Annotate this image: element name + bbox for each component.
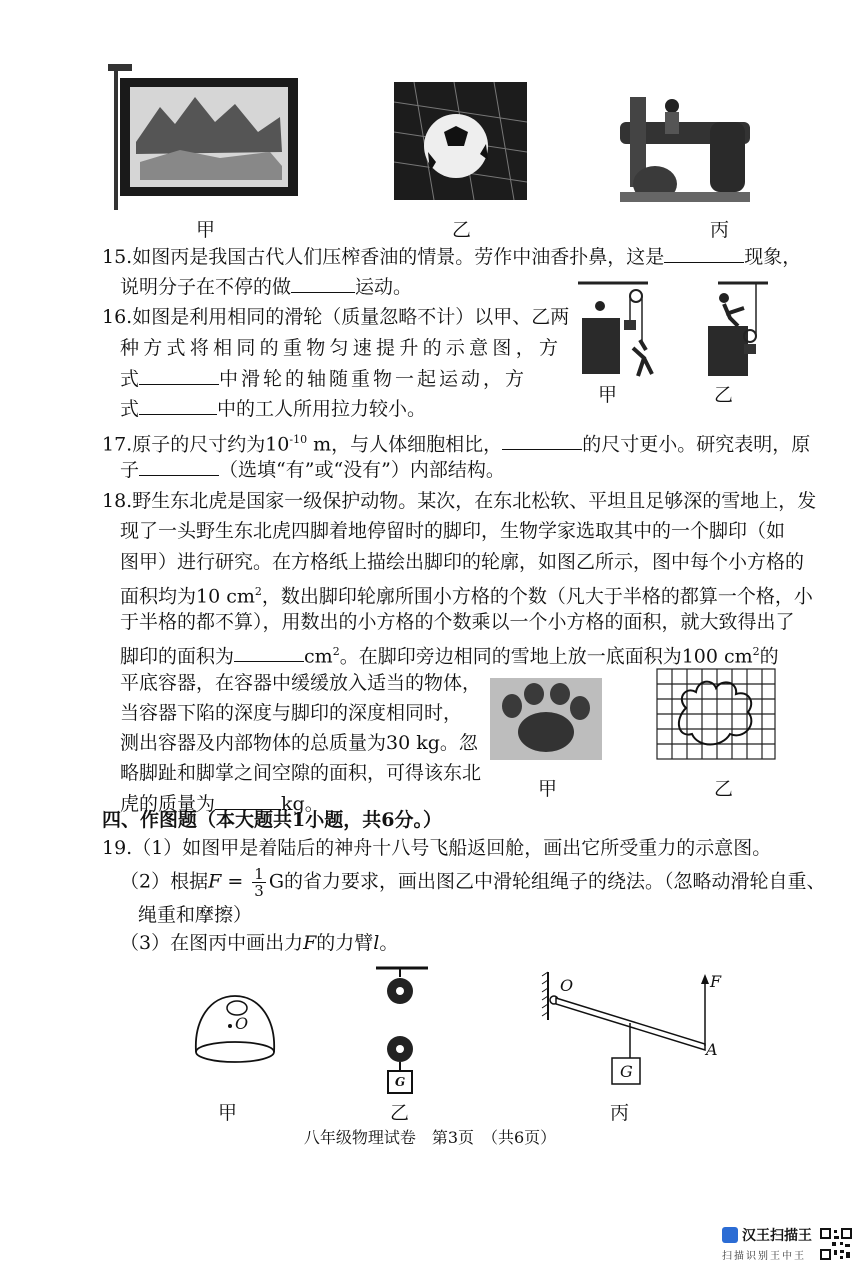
q16-line2: 种方式将相同的重物匀速提升的示意图，方 bbox=[120, 337, 558, 359]
top-caption-yi: 乙 bbox=[452, 219, 472, 241]
page-footer: 八年级物理试卷 第3页 （共6页） bbox=[303, 1128, 557, 1147]
q18-line11: 虎的质量为 kg。 bbox=[120, 789, 324, 819]
q18-line2: 现了一头野生东北虎四脚着地停留时的脚印，生物学家选取其中的一个脚印（如 bbox=[120, 520, 786, 542]
q19-caption-bing: 丙 bbox=[610, 1102, 630, 1124]
q17-blank-1[interactable] bbox=[502, 429, 582, 450]
q16-line3: 式 中滑轮的轴随重物一起运动，方 bbox=[120, 364, 527, 394]
q18-line7: 平底容器，在容器中缓缓放入适当的物体， bbox=[120, 672, 482, 694]
q19-part3: （3）在图丙中画出力F的力臂l。 bbox=[120, 932, 399, 954]
q18-blank-1[interactable] bbox=[234, 641, 304, 662]
lever-end-label: A bbox=[706, 1040, 718, 1059]
q16-line1: 16.如图是利用相同的滑轮（质量忽略不计）以甲、乙两 bbox=[102, 306, 570, 328]
q16-blank-2[interactable] bbox=[139, 394, 217, 415]
q18-caption-jia: 甲 bbox=[538, 778, 558, 800]
pawprint-photo bbox=[490, 678, 602, 760]
q15-blank-2[interactable] bbox=[291, 272, 355, 293]
q18-line10: 略脚趾和脚掌之间空隙的面积，可得该东北 bbox=[120, 762, 482, 784]
lever-force-label: F bbox=[710, 972, 722, 991]
q15-line2: 说明分子在不停的做 运动。 bbox=[120, 272, 412, 302]
q17-blank-2[interactable] bbox=[139, 455, 219, 476]
q18-line1: 18.野生东北虎是国家一级保护动物。某次，在东北松软、平坦且足够深的雪地上，发 bbox=[102, 490, 817, 512]
scanner-logo-icon bbox=[722, 1227, 738, 1243]
painting-figure bbox=[100, 62, 300, 212]
lever-weight-label: G bbox=[620, 1062, 633, 1081]
capsule-center-label: O bbox=[235, 1014, 249, 1033]
q19-part2: （2）根据F = $\frac{1}{3}$ G的省力要求，画出图乙中滑轮组绳子的绕法。（忽略动滑轮自重、 bbox=[120, 865, 826, 900]
q16-caption-jia: 甲 bbox=[598, 384, 618, 406]
q15-blank-1[interactable] bbox=[664, 242, 744, 263]
q17-line1: 17.原子的尺寸约为$10^{-10}$ m，与人体细胞相比， 的尺寸更小。研究表明，原 bbox=[102, 425, 810, 459]
scanner-brand: 汉王扫描王 bbox=[742, 1228, 812, 1244]
fraction-one-third: $\frac{1}{3}$ bbox=[254, 865, 264, 900]
top-caption-bing: 丙 bbox=[710, 219, 730, 241]
q18-line4: 面积均为10 $cm^2$，数出脚印轮廓所围小方格的个数（凡大于半格的都算一个格，小 bbox=[120, 585, 813, 608]
top-caption-jia: 甲 bbox=[196, 219, 216, 241]
pulley-workers-figure bbox=[578, 278, 778, 380]
pulley-block-figure bbox=[372, 965, 432, 1095]
q19-part2-cont: 绳重和摩擦） bbox=[138, 904, 253, 926]
q18-caption-yi: 乙 bbox=[714, 778, 734, 800]
q16-blank-1[interactable] bbox=[139, 364, 219, 385]
pawprint-grid bbox=[656, 668, 776, 760]
q19-caption-yi: 乙 bbox=[390, 1102, 410, 1124]
oil-press-figure bbox=[610, 92, 760, 212]
section4-title: 四、作图题（本大题共1小题，共6分。） bbox=[102, 809, 442, 831]
q18-line8: 当容器下陷的深度与脚印的深度相同时， bbox=[120, 702, 463, 724]
football-net-figure bbox=[394, 82, 527, 200]
q15-line1: 15.如图丙是我国古代人们压榨香油的情景。劳作中油香扑鼻，这是 现象， bbox=[102, 242, 801, 272]
q17-line2: 子 （选填“有”或“没有”）内部结构。 bbox=[120, 455, 505, 485]
q18-line9: 测出容器及内部物体的总质量为30 kg。忽 bbox=[120, 732, 478, 754]
q18-line5: 于半格的都不算），用数出的小方格的个数乘以一个小方格的面积，就大致得出了 bbox=[120, 611, 795, 633]
pulley-weight-label: G bbox=[395, 1075, 406, 1089]
q16-caption-yi: 乙 bbox=[714, 384, 734, 406]
q18-line3: 图甲）进行研究。在方格纸上描绘出脚印的轮廓，如图乙所示，图中每个小方格的 bbox=[120, 551, 805, 573]
lever-figure bbox=[540, 968, 730, 1098]
q19-caption-jia: 甲 bbox=[218, 1102, 238, 1124]
return-capsule-figure bbox=[190, 990, 280, 1070]
lever-pivot-label: O bbox=[560, 976, 574, 995]
q19-part1: 19.（1）如图甲是着陆后的神舟十八号飞船返回舱，画出它所受重力的示意图。 bbox=[102, 837, 772, 859]
qr-code-icon bbox=[820, 1228, 852, 1260]
scanner-watermark bbox=[722, 1225, 812, 1262]
q16-line4: 式 中的工人所用拉力较小。 bbox=[120, 394, 426, 424]
scanner-slogan: 扫描识别王中王 bbox=[722, 1251, 806, 1262]
q18-line6: 脚印的面积为 $cm^2$。在脚印旁边相同的雪地上放一底面积为100 $cm^2$的 bbox=[120, 637, 779, 671]
